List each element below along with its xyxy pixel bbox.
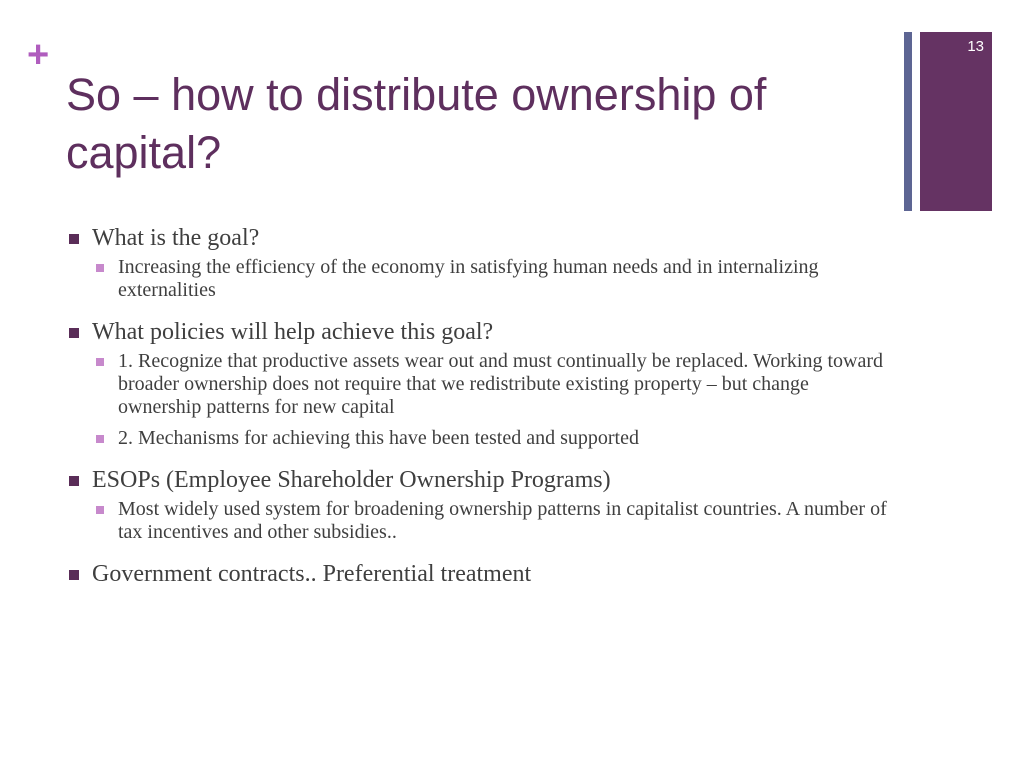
- square-bullet-icon: [69, 234, 79, 244]
- sub-bullet-item: [66, 350, 896, 419]
- accent-bar-wide: [920, 32, 992, 211]
- sub-bullet-text: Most widely used system for broadening ownership patterns in capitalist countries. A number of tax incentives and other subsidies..: [118, 498, 887, 543]
- sub-bullet-text: 1. Recognize that productive assets wear out and must continually be replaced. Working toward broader ownership does not require that we redistribute existing property – but change ownership patterns for new capital: [118, 350, 884, 418]
- bullet-text: Government contracts.. Preferential treatment: [92, 561, 532, 587]
- sub-bullet-item: [66, 256, 896, 302]
- bullet-text: What policies will help achieve this goal?: [92, 319, 494, 345]
- bullet-item-policies: [66, 318, 896, 346]
- sub-bullet-text: 2. Mechanisms for achieving this have been tested and supported: [118, 427, 639, 449]
- square-bullet-icon: [96, 506, 104, 514]
- slide-title: So – how to distribute ownership of capital?: [66, 69, 767, 178]
- sub-bullet-text: Increasing the efficiency of the economy in satisfying human needs and in internalizing externalities: [118, 256, 819, 301]
- square-bullet-icon: [96, 435, 104, 443]
- sub-bullet-group: [66, 256, 896, 302]
- square-bullet-icon: [96, 264, 104, 272]
- square-bullet-icon: [69, 328, 79, 338]
- slide-number: 13: [967, 38, 984, 55]
- sub-bullet-group: [66, 498, 896, 544]
- sub-bullet-item: [66, 498, 896, 544]
- bullet-list: [66, 224, 896, 588]
- bullet-item-government: [66, 560, 896, 588]
- bullet-text: What is the goal?: [92, 225, 260, 251]
- sub-bullet-group: [66, 350, 896, 450]
- sub-bullet-item: [66, 427, 896, 450]
- bullet-item-goal: [66, 224, 896, 252]
- bullet-item-esops: [66, 466, 896, 494]
- square-bullet-icon: [96, 358, 104, 366]
- bullet-text: ESOPs (Employee Shareholder Ownership Programs): [92, 467, 611, 493]
- accent-bar-thin: [904, 32, 912, 211]
- square-bullet-icon: [69, 476, 79, 486]
- plus-icon: +: [27, 34, 50, 76]
- square-bullet-icon: [69, 570, 79, 580]
